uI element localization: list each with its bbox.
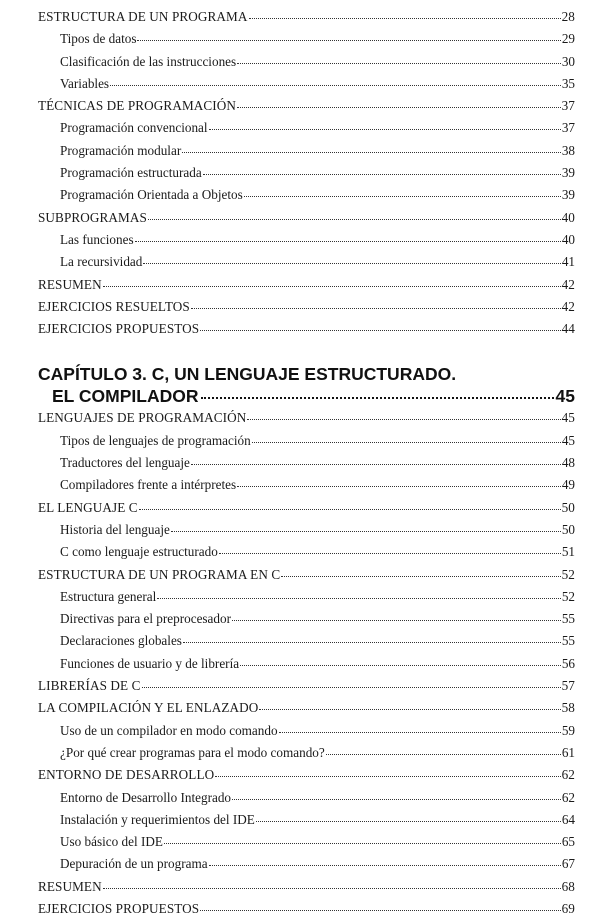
dot-leader — [247, 418, 560, 420]
toc-entry-page-number: 55 — [561, 611, 575, 627]
dot-leader — [182, 151, 561, 153]
toc-entry-page-number: 45 — [561, 432, 575, 448]
toc-subsection-entry[interactable] — [38, 586, 575, 608]
toc-section-entry[interactable] — [38, 95, 575, 117]
toc-entry-title: LENGUAJES DE PROGRAMACIÓN — [38, 410, 247, 426]
toc-entry-title: RESUMEN — [38, 878, 102, 894]
dot-leader — [103, 887, 561, 889]
toc-entry-title: Tipos de datos — [60, 31, 137, 47]
toc-subsection-entry[interactable] — [38, 853, 575, 875]
toc-subsection-entry[interactable] — [38, 630, 575, 652]
toc-entry-title: Entorno de Desarrollo Integrado — [60, 789, 232, 805]
toc-entry-page-number: 37 — [561, 98, 575, 114]
toc-entry-page-number: 40 — [561, 231, 575, 247]
dot-leader — [209, 128, 561, 130]
toc-entry-page-number: 42 — [561, 276, 575, 292]
toc-subsection-entry[interactable] — [38, 28, 575, 50]
dot-leader — [237, 106, 561, 108]
dot-leader — [200, 329, 560, 331]
toc-subsection-entry[interactable] — [38, 519, 575, 541]
dot-leader — [135, 240, 561, 242]
toc-entry-title: Historia del lenguaje — [60, 521, 170, 537]
dot-leader — [249, 17, 561, 19]
toc-entry-title: ¿Por qué crear programas para el modo comando? — [60, 744, 325, 760]
dot-leader — [191, 307, 561, 309]
toc-entry-title: EJERCICIOS PROPUESTOS — [38, 900, 200, 916]
toc-entry-page-number: 50 — [561, 499, 575, 515]
dot-leader — [209, 864, 561, 866]
toc-entry-title: Tipos de lenguajes de programación — [60, 432, 251, 448]
toc-entry-page-number: 28 — [561, 9, 575, 24]
toc-section-entry[interactable] — [38, 898, 575, 920]
toc-entry-title: La recursividad — [60, 254, 143, 270]
toc-subsection-entry[interactable] — [38, 608, 575, 630]
dot-leader — [244, 195, 561, 197]
chapter-page-number: 45 — [555, 386, 575, 407]
toc-subsection-entry[interactable] — [38, 184, 575, 206]
toc-entry-page-number: 39 — [561, 187, 575, 203]
toc-subsection-entry[interactable] — [38, 140, 575, 162]
dot-leader — [237, 62, 561, 64]
toc-subsection-entry[interactable] — [38, 251, 575, 273]
toc-entry-page-number: 42 — [561, 298, 575, 314]
toc-section-entry[interactable] — [38, 764, 575, 786]
dot-leader — [143, 262, 560, 264]
toc-entry-title: Variables — [60, 75, 110, 91]
toc-entry-page-number: 62 — [561, 789, 575, 805]
dot-leader — [326, 753, 561, 755]
toc-entry-title: Programación convencional — [60, 120, 208, 136]
dot-leader — [137, 39, 560, 41]
toc-entry-title: Funciones de usuario y de librería — [60, 655, 240, 671]
toc-section-entry[interactable] — [38, 876, 575, 898]
toc-section-entry[interactable] — [38, 407, 575, 429]
toc-entry-title: Programación modular — [60, 142, 182, 158]
toc-entry-title: Directivas para el preprocesador — [60, 611, 231, 627]
table-of-contents — [38, 0, 575, 920]
toc-section-chapter-3 — [38, 407, 575, 920]
toc-entry-title: Programación Orientada a Objetos — [60, 187, 243, 203]
toc-entry-page-number: 39 — [561, 165, 575, 181]
dot-leader — [148, 218, 561, 220]
toc-subsection-entry[interactable] — [38, 653, 575, 675]
toc-subsection-entry[interactable] — [38, 809, 575, 831]
toc-entry-page-number: 38 — [561, 142, 575, 158]
toc-entry-title: Instalación y requerimientos del IDE — [60, 811, 255, 827]
toc-entry-title: EJERCICIOS PROPUESTOS — [38, 321, 200, 337]
toc-entry-title: RESUMEN — [38, 276, 102, 292]
dot-leader — [191, 463, 561, 465]
dot-leader — [252, 441, 561, 443]
toc-section-entry[interactable] — [38, 207, 575, 229]
toc-entry-title: LIBRERÍAS DE C — [38, 678, 141, 694]
toc-entry-page-number: 41 — [561, 254, 575, 270]
toc-entry-page-number: 55 — [561, 633, 575, 649]
toc-entry-title: Traductores del lenguaje — [60, 455, 190, 471]
chapter-title-line1: CAPÍTULO 3. C, UN LENGUAJE ESTRUCTURADO. — [38, 364, 457, 385]
dot-leader — [279, 731, 561, 733]
toc-entry-page-number: 48 — [561, 455, 575, 471]
toc-entry-page-number: 49 — [561, 477, 575, 493]
dot-leader — [232, 619, 561, 621]
toc-subsection-entry[interactable] — [38, 720, 575, 742]
toc-entry-page-number: 69 — [561, 900, 575, 916]
toc-entry-page-number: 62 — [561, 767, 575, 783]
toc-entry-page-number: 68 — [561, 878, 575, 894]
dot-leader — [200, 909, 560, 911]
toc-entry-title: EJERCICIOS RESUELTOS — [38, 298, 190, 314]
toc-entry-title: Uso de un compilador en modo comando — [60, 722, 278, 738]
toc-subsection-entry[interactable] — [38, 787, 575, 809]
dot-leader — [110, 84, 561, 86]
toc-entry-title: Depuración de un programa — [60, 856, 208, 872]
toc-entry-title: ENTORNO DE DESARROLLO — [38, 767, 215, 783]
dot-leader — [256, 820, 561, 822]
dot-leader — [157, 597, 561, 599]
toc-subsection-entry[interactable] — [38, 831, 575, 853]
toc-section-entry[interactable] — [38, 296, 575, 318]
chapter-title-line2-row — [38, 385, 575, 407]
dot-leader — [240, 664, 561, 666]
toc-subsection-entry[interactable] — [38, 229, 575, 251]
dot-leader — [203, 173, 561, 175]
toc-section-entry[interactable] — [38, 274, 575, 296]
toc-section-entry[interactable] — [38, 564, 575, 586]
toc-entry-page-number: 40 — [561, 209, 575, 225]
toc-section-entry[interactable] — [38, 675, 575, 697]
toc-subsection-entry[interactable] — [38, 430, 575, 452]
toc-entry-page-number: 50 — [561, 521, 575, 537]
toc-subsection-entry[interactable] — [38, 117, 575, 139]
toc-subsection-entry[interactable] — [38, 742, 575, 764]
toc-entry-page-number: 35 — [561, 75, 575, 91]
toc-entry-page-number: 44 — [561, 321, 575, 337]
dot-leader — [139, 508, 561, 510]
toc-entry-title: Clasificación de las instrucciones — [60, 53, 237, 69]
toc-entry-title: SUBPROGRAMAS — [38, 209, 147, 225]
chapter-title-line2: EL COMPILADOR — [52, 386, 199, 407]
toc-subsection-entry[interactable] — [38, 162, 575, 184]
toc-entry-page-number: 29 — [561, 31, 575, 47]
toc-entry-title: ESTRUCTURA DE UN PROGRAMA EN C — [38, 566, 281, 582]
dot-leader — [237, 485, 561, 487]
toc-entry-title: Las funciones — [60, 231, 134, 247]
toc-entry-page-number: 37 — [561, 120, 575, 136]
toc-entry-page-number: 52 — [561, 566, 575, 582]
toc-entry-page-number: 67 — [561, 856, 575, 872]
toc-entry-title: C como lenguaje estructurado — [60, 544, 218, 560]
toc-entry-title: Uso básico del IDE — [60, 834, 163, 850]
dot-leader — [201, 396, 554, 399]
toc-entry-page-number: 57 — [561, 678, 575, 694]
dot-leader — [183, 641, 561, 643]
toc-section-chapter-2 — [38, 6, 575, 340]
dot-leader — [103, 285, 561, 287]
dot-leader — [259, 708, 560, 710]
dot-leader — [142, 686, 561, 688]
toc-entry-title: Estructura general — [60, 588, 157, 604]
toc-section-entry[interactable] — [38, 318, 575, 340]
dot-leader — [232, 798, 561, 800]
toc-entry-title: Programación estructurada — [60, 165, 202, 181]
toc-subsection-entry[interactable] — [38, 51, 575, 73]
toc-entry-page-number: 51 — [561, 544, 575, 560]
toc-entry-page-number: 56 — [561, 655, 575, 671]
toc-entry-page-number: 45 — [561, 410, 575, 426]
toc-entry-title: TÉCNICAS DE PROGRAMACIÓN — [38, 98, 237, 114]
dot-leader — [281, 575, 560, 577]
toc-entry-page-number: 64 — [561, 811, 575, 827]
chapter-heading — [38, 363, 575, 407]
dot-leader — [219, 552, 561, 554]
dot-leader — [171, 530, 561, 532]
toc-subsection-entry[interactable] — [38, 474, 575, 496]
toc-entry-page-number: 52 — [561, 588, 575, 604]
dot-leader — [164, 842, 561, 844]
toc-entry-page-number: 58 — [561, 700, 575, 716]
toc-entry-title: Compiladores frente a intérpretes — [60, 477, 237, 493]
dot-leader — [215, 775, 560, 777]
toc-entry-page-number: 59 — [561, 722, 575, 738]
toc-entry-page-number: 61 — [561, 744, 575, 760]
toc-entry-page-number: 65 — [561, 834, 575, 850]
toc-entry-title: ESTRUCTURA DE UN PROGRAMA — [38, 9, 248, 24]
toc-subsection-entry[interactable] — [38, 452, 575, 474]
toc-entry-title: Declaraciones globales — [60, 633, 182, 649]
toc-section-entry[interactable] — [38, 497, 575, 519]
toc-subsection-entry[interactable] — [38, 73, 575, 95]
toc-subsection-entry[interactable] — [38, 541, 575, 563]
toc-entry-title: LA COMPILACIÓN Y EL ENLAZADO — [38, 700, 259, 716]
toc-entry-title: EL LENGUAJE C — [38, 499, 138, 515]
toc-section-entry[interactable] — [38, 697, 575, 719]
toc-section-entry[interactable] — [38, 6, 575, 28]
toc-entry-page-number: 30 — [561, 53, 575, 69]
